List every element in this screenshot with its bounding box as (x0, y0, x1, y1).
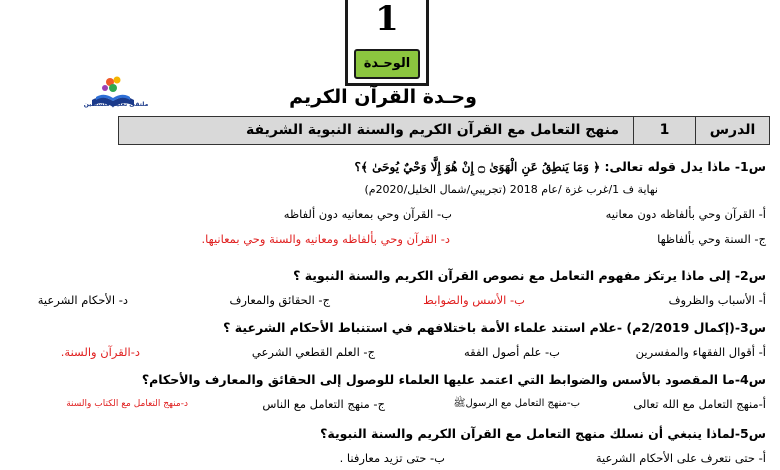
logo-caption: ملتقى تعليم فلسطين (83, 101, 149, 108)
q3-option-c: ج- العلم القطعي الشرعي (251, 345, 375, 359)
q2-option-b-answer: ب- الأسس والضوابط (423, 293, 525, 307)
question-1-stem: س1- ماذا يدل قوله تعالى: (604, 159, 766, 174)
book-logo-icon (88, 66, 138, 116)
q2-option-d: د- الأحكام الشرعية (37, 293, 128, 307)
q5-option-b: ب- حتى تزيد معارفنا . (339, 451, 445, 465)
question-3-stem: س3-(إكمال 2/2019م) -علام استند علماء الأمة باختلافهم في استنباط الأحكام الشرعية ؟ (223, 320, 766, 335)
question-2-stem: س2- إلى ماذا يرتكز مفهوم التعامل مع نصوص القرآن الكريم والسنة النبوية ؟ (293, 268, 766, 283)
q4-option-b: ب-منهج التعامل مع الرسولﷺ (453, 398, 580, 409)
q4-option-c: ج- منهج التعامل مع الناس (262, 397, 385, 411)
lesson-title: منهج التعامل مع القرآن الكريم والسنة النبوية الشريفة (246, 122, 619, 138)
q1-option-c: ج- السنة وحي بألفاظها (657, 232, 766, 246)
question-4-stem: س4-ما المقصود بالأسس والضوابط التي اعتمد عليها العلماء للوصول إلى الحقائق والمعارف والأحكام؟ (141, 372, 766, 387)
q4-option-d-answer: د-منهج التعامل مع الكتاب والسنة (66, 399, 188, 409)
question-1-source: نهاية ف 1/غرب غزة /عام 2018 (تجريبي/شمال الخليل/2020م) (364, 183, 658, 196)
question-1-verse: ﴿ وَمَا يَنطِقُ عَنِ الْهَوَىٰ ۝ إِنْ هُوَ إِلَّا وَحْيٌ يُوحَىٰ ﴾؟ (354, 160, 601, 174)
q1-option-a: أ- القرآن وحي بألفاظه دون معانيه (605, 207, 766, 221)
unit-title: وحـدة القرآن الكريم (289, 86, 477, 108)
unit-badge (345, 0, 429, 86)
question-1 (355, 159, 766, 174)
q5-option-a: أ- حتى نتعرف على الأحكام الشرعية (595, 451, 766, 465)
lesson-number: 1 (633, 117, 695, 144)
q2-option-c: ج- الحقائق والمعارف (229, 293, 330, 307)
q4-option-a: أ-منهج التعامل مع الله تعالى (633, 397, 766, 411)
q1-option-b: ب- القرآن وحي بمعانيه دون ألفاظه (283, 207, 452, 221)
unit-label: الوحـدة (354, 49, 420, 79)
q1-option-d-answer: د- القرآن وحي بألفاظه ومعانيه والسنة وحي بمعانيها. (201, 232, 450, 246)
q2-option-a: أ- الأسباب والظروف (668, 293, 766, 307)
q3-option-a: أ- أقوال الفقهاء والمفسرين (635, 345, 766, 359)
q3-option-d-answer: د-القرآن والسنة. (60, 345, 140, 359)
q3-option-b: ب- علم أصول الفقه (463, 345, 560, 359)
lesson-header-row (118, 116, 770, 145)
unit-number: 1 (375, 0, 399, 39)
question-5-stem: س5-لماذا ينبغي أن نسلك منهج التعامل مع القرآن الكريم والسنة النبوية؟ (320, 426, 766, 441)
lesson-label: الدرس (695, 117, 769, 144)
